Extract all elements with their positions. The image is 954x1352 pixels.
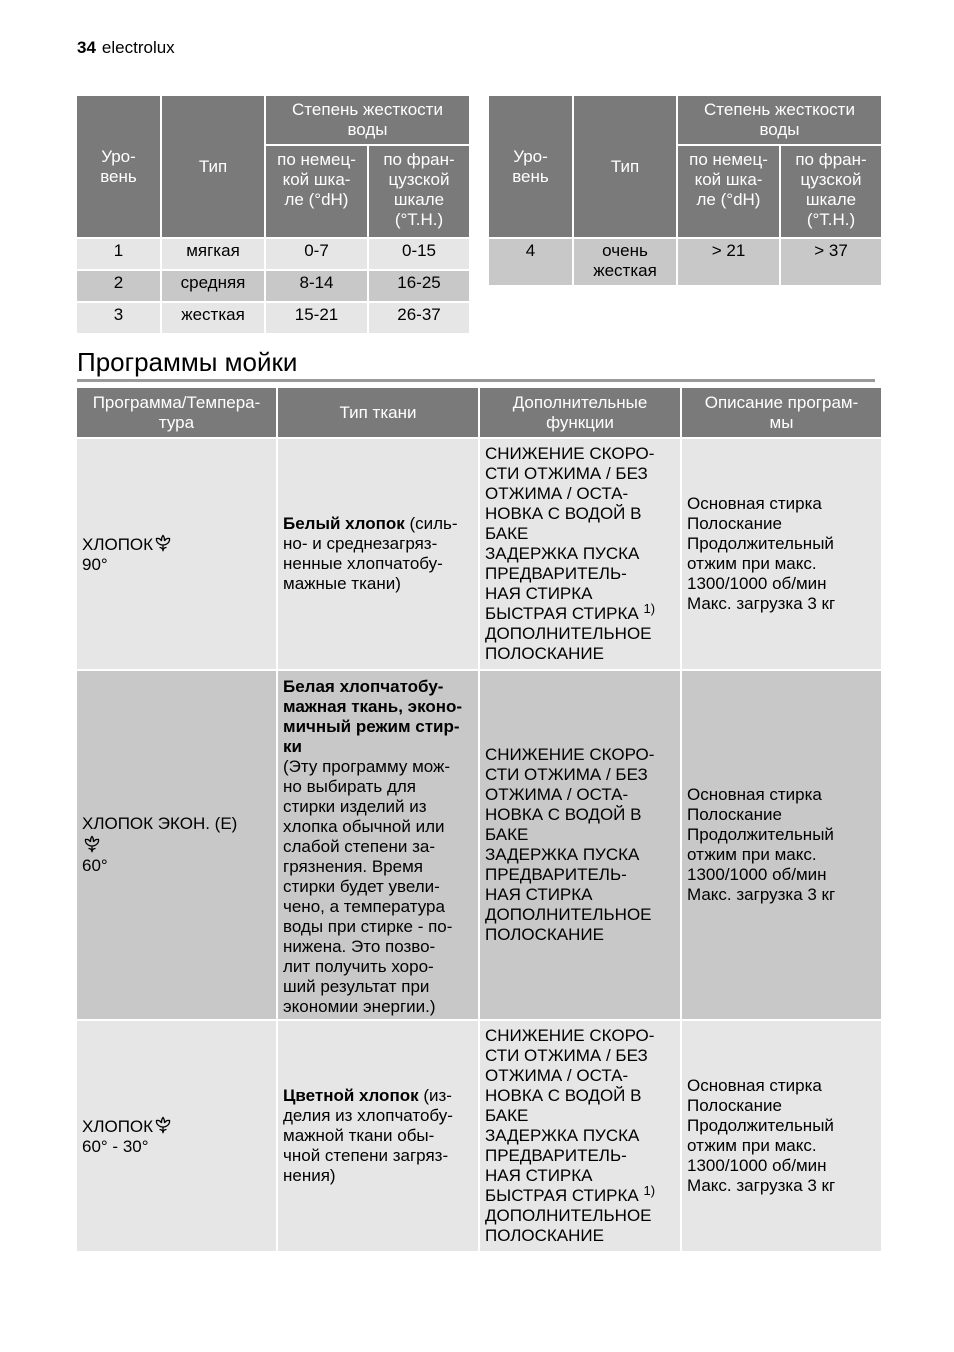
- cell-th: 26-37: [369, 303, 469, 333]
- col-header-type: Тип: [574, 96, 676, 237]
- footnote-marker: 1): [643, 601, 656, 616]
- cell-type: мягкая: [162, 239, 264, 269]
- water-hardness-table-left: [75, 94, 471, 335]
- cell-description: Основная стирка Полоскание Продолжительный отжим при макс. 1300/1000 об/мин Макс. загрузка 3 кг: [682, 439, 881, 669]
- cell-dh: 15-21: [266, 303, 367, 333]
- program-table: [75, 386, 883, 1253]
- program-row: [77, 1021, 881, 1251]
- cell-level: 4: [489, 239, 572, 285]
- cell-dh: 8-14: [266, 271, 367, 301]
- brand-name: electrolux: [101, 38, 175, 57]
- cell-fabric: Цветной хлопок (из- делия из хлопчатобу- мажной ткани обы- чной степени загряз- нения): [278, 1021, 478, 1251]
- col-header-french-scale: по фран- цузской шкале (°T.H.): [369, 146, 469, 237]
- col-header-program: Программа/Темпера- тура: [77, 388, 276, 437]
- hardness-row: [489, 239, 881, 285]
- cell-level: 1: [77, 239, 160, 269]
- cell-fabric: Белая хлопчатобу- мажная ткань, эконо- мичный режим стир- ки (Эту программу мож- но выбирать для стирки изделий из хлопка обычной или слабой степени за- грязнения. Время стирки будет увели- чено, а температура воды при стирке - по- нижена. Это позво- лит получить хоро- ший результат при экономии энергии.): [278, 671, 478, 1019]
- col-header-level: Уро- вень: [77, 96, 160, 237]
- col-header-german-scale: по немец- кой шка- ле (°dH): [266, 146, 367, 237]
- cell-extra: СНИЖЕНИЕ СКОРО- СТИ ОТЖИМА / БЕЗ ОТЖИМА / ОСТА- НОВКА С ВОДОЙ В БАКЕ ЗАДЕРЖКА ПУСКА ПРЕДВАРИТЕЛЬ- НАЯ СТИРКА ДОПОЛНИТЕЛЬНОЕ ПОЛОСКАНИЕ: [480, 671, 680, 1019]
- cell-description: Основная стирка Полоскание Продолжительный отжим при макс. 1300/1000 об/мин Макс. загрузка 3 кг: [682, 671, 881, 1019]
- col-header-level: Уро- вень: [489, 96, 572, 237]
- hardness-row: [77, 303, 469, 333]
- cell-extra: СНИЖЕНИЕ СКОРО- СТИ ОТЖИМА / БЕЗ ОТЖИМА / ОСТА- НОВКА С ВОДОЙ В БАКЕ ЗАДЕРЖКА ПУСКА ПРЕДВАРИТЕЛЬ- НАЯ СТИРКА БЫСТРАЯ СТИРКА $^{1)}$ ДОПОЛНИТЕЛЬНОЕ ПОЛОСКАНИЕ: [480, 1021, 680, 1251]
- cell-program: [77, 671, 276, 1019]
- cell-type: очень жесткая: [574, 239, 676, 285]
- cell-fabric: Белый хлопок (силь- но- и среднезагряз- ненные хлопчатобу- мажные ткани): [278, 439, 478, 669]
- cell-type: средняя: [162, 271, 264, 301]
- cell-program: [77, 1021, 276, 1251]
- page-header: [77, 38, 175, 58]
- program-temperature: 90°: [82, 555, 108, 574]
- col-header-fabric: Тип ткани: [278, 388, 478, 437]
- program-name: ХЛОПОК ЭКОН. (E): [82, 814, 238, 833]
- program-name: ХЛОПОК: [82, 1117, 154, 1136]
- footnote-marker: 1): [643, 1183, 656, 1198]
- water-hardness-table-right: [487, 94, 883, 287]
- section-divider: [77, 379, 875, 382]
- cell-program: [77, 439, 276, 669]
- cotton-flower-icon: [82, 834, 102, 854]
- program-name: ХЛОПОК: [82, 535, 154, 554]
- hardness-row: [77, 239, 469, 269]
- page-number: 34: [77, 38, 96, 57]
- col-header-hardness: Степень жесткости воды: [266, 96, 469, 144]
- col-header-type: Тип: [162, 96, 264, 237]
- col-header-german-scale: по немец- кой шка- ле (°dH): [678, 146, 779, 237]
- col-header-extra: Дополнительные функции: [480, 388, 680, 437]
- program-temperature: 60° - 30°: [82, 1137, 149, 1156]
- section-title: Программы мойки: [77, 347, 298, 377]
- cell-th: 0-15: [369, 239, 469, 269]
- cell-dh: > 21: [678, 239, 779, 285]
- cell-level: 2: [77, 271, 160, 301]
- program-row: [77, 671, 881, 1019]
- cell-extra: СНИЖЕНИЕ СКОРО- СТИ ОТЖИМА / БЕЗ ОТЖИМА / ОСТА- НОВКА С ВОДОЙ В БАКЕ ЗАДЕРЖКА ПУСКА ПРЕДВАРИТЕЛЬ- НАЯ СТИРКА БЫСТРАЯ СТИРКА $^{1)}$ ДОПОЛНИТЕЛЬНОЕ ПОЛОСКАНИЕ: [480, 439, 680, 669]
- cell-type: жесткая: [162, 303, 264, 333]
- col-header-french-scale: по фран- цузской шкале (°T.H.): [781, 146, 881, 237]
- program-temperature: 60°: [82, 856, 108, 875]
- cell-dh: 0-7: [266, 239, 367, 269]
- cotton-flower-icon: [153, 533, 173, 553]
- cell-th: > 37: [781, 239, 881, 285]
- cell-description: Основная стирка Полоскание Продолжительный отжим при макс. 1300/1000 об/мин Макс. загрузка 3 кг: [682, 1021, 881, 1251]
- cotton-flower-icon: [153, 1115, 173, 1135]
- hardness-row: [77, 271, 469, 301]
- col-header-hardness: Степень жесткости воды: [678, 96, 881, 144]
- cell-th: 16-25: [369, 271, 469, 301]
- cell-level: 3: [77, 303, 160, 333]
- col-header-description: Описание програм- мы: [682, 388, 881, 437]
- program-row: [77, 439, 881, 669]
